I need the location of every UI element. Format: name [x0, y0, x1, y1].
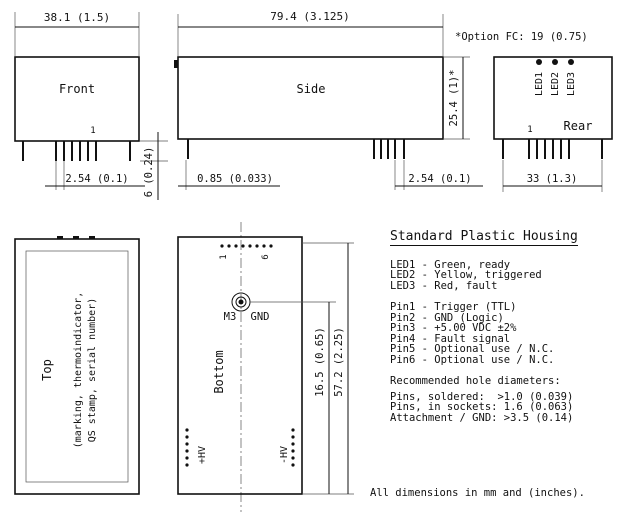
- side-label: Side: [296, 82, 326, 96]
- front-view: [15, 11, 168, 200]
- option-fc-note: *Option FC: 19 (0.75): [455, 31, 588, 43]
- holes-title: Recommended hole diameters:: [390, 375, 561, 387]
- height-dim: 25.4 (1)*: [448, 69, 460, 127]
- hv-plus-label: +HV: [197, 445, 208, 465]
- top-view: [15, 236, 139, 494]
- led-indicator: [536, 59, 542, 65]
- gnd-stud-center: [239, 300, 244, 305]
- pin-hole: [241, 244, 244, 247]
- pin-length-dim: 6 (0.24): [143, 146, 155, 198]
- pin-description: Pin1 - Trigger (TTL): [390, 301, 517, 313]
- hole-diameter: Attachment / GND: >3.5 (0.14): [390, 411, 574, 424]
- hv-pin-hole: [185, 435, 188, 438]
- hv-pin-hole: [185, 428, 188, 431]
- pin-hole: [220, 244, 223, 247]
- gnd-to-bottom-dim: 16.5 (0.65): [314, 327, 326, 397]
- hv-pin-hole: [291, 435, 294, 438]
- hole-diameter: Pins, soldered: >1.0 (0.039): [390, 390, 574, 403]
- front-label: Front: [58, 82, 96, 96]
- rear-span-dim: 33 (1.3): [526, 173, 578, 185]
- pin-description: Pin3 - +5.00 VDC ±2%: [390, 322, 517, 334]
- pin-stub: [73, 236, 79, 239]
- hv-pin-hole: [291, 456, 294, 459]
- hv-pin-hole: [291, 463, 294, 466]
- rear-label: Rear: [563, 119, 593, 133]
- led-indicator: [568, 59, 574, 65]
- top-note-line2: QS stamp, serial number): [87, 297, 98, 443]
- led-description: LED3 - Red, fault: [390, 279, 498, 292]
- side-width-dim: 79.4 (3.125): [270, 10, 350, 23]
- side-tab: [174, 60, 178, 68]
- gnd-to-top-dim: 57.2 (2.25): [333, 327, 345, 397]
- pin-description: Pin2 - GND (Logic): [390, 311, 504, 324]
- hv-pin-hole: [291, 449, 294, 452]
- pin-hole: [227, 244, 230, 247]
- pin-hole: [262, 244, 265, 247]
- front-housing: [15, 57, 139, 141]
- hv-pin-hole: [185, 442, 188, 445]
- pin-stub: [57, 236, 63, 239]
- top-label: Top: [40, 359, 54, 381]
- front-pin1-label: 1: [90, 126, 96, 136]
- pin-hole: [248, 244, 251, 247]
- front-width-dim: 38.1 (1.5): [43, 11, 111, 24]
- specification-notes: [390, 229, 625, 424]
- pin-description: Pin4 - Fault signal: [390, 332, 511, 345]
- m3-label: M3: [223, 311, 237, 323]
- led3-label: LED3: [566, 71, 577, 97]
- pin-diameter-dim: 0.85 (0.033): [197, 173, 273, 185]
- led-indicator: [552, 59, 558, 65]
- hv-pin-hole: [185, 449, 188, 452]
- rear-housing: [494, 57, 612, 139]
- bottom-pin6-label: 6: [261, 254, 271, 260]
- hv-minus-label: -HV: [279, 445, 290, 465]
- bottom-view: [178, 222, 354, 512]
- hv-pin-hole: [291, 442, 294, 445]
- side-view: [174, 10, 483, 190]
- pin-hole: [255, 244, 258, 247]
- pin-hole: [234, 244, 237, 247]
- side-pitch-dim: 2.54 (0.1): [408, 173, 472, 185]
- hole-diameter: Pins, in sockets: 1.6 (0.063): [390, 401, 574, 413]
- notes-title: Standard Plastic Housing: [390, 229, 578, 244]
- pin-hole: [269, 244, 272, 247]
- hv-pin-hole: [185, 456, 188, 459]
- side-housing: [178, 57, 443, 139]
- led1-label: LED1: [534, 71, 545, 97]
- gnd-label: GND: [250, 311, 270, 323]
- top-note-line1: (marking, thermoindicator,: [73, 291, 84, 449]
- pin-stub: [89, 236, 95, 239]
- units-footer: All dimensions in mm and (inches).: [370, 487, 585, 499]
- bottom-pin1-label: 1: [219, 254, 229, 260]
- front-pitch-dim: 2.54 (0.1): [65, 173, 129, 185]
- bottom-label: Bottom: [212, 350, 226, 394]
- hv-pin-hole: [185, 463, 188, 466]
- rear-pin1-label: 1: [527, 125, 533, 135]
- pin-description: Pin6 - Optional use / N.C.: [390, 353, 555, 366]
- rear-view: [494, 57, 612, 192]
- led-description: LED2 - Yellow, triggered: [390, 269, 542, 281]
- pin-description: Pin5 - Optional use / N.C.: [390, 343, 555, 355]
- led-description: LED1 - Green, ready: [390, 258, 511, 271]
- hv-pin-hole: [291, 428, 294, 431]
- led2-label: LED2: [550, 71, 561, 97]
